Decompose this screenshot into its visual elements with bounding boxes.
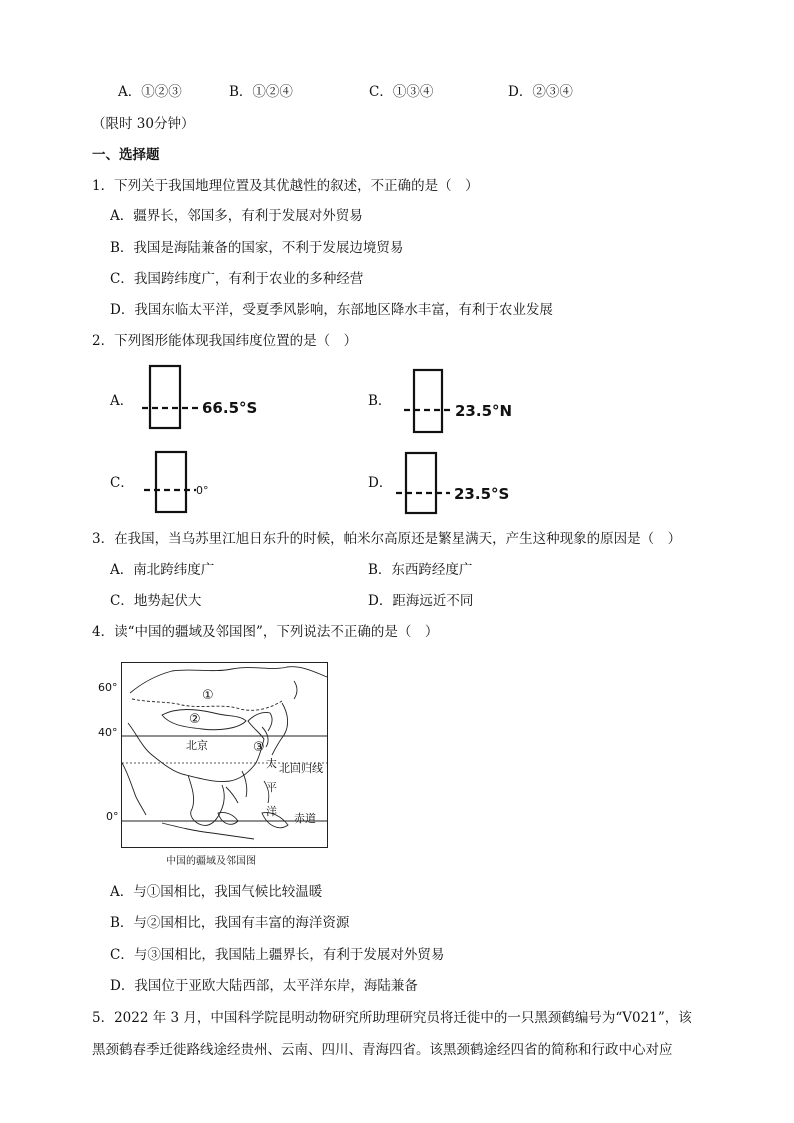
latitude-label-a: 66.5°S (202, 399, 258, 417)
question-1-option-c: C．我国跨纬度广，有利于农业的多种经营 (110, 271, 364, 287)
question-2-letter-d: D． (368, 475, 393, 491)
question-3-option-d: D．距海远近不同 (368, 593, 474, 609)
question-3-option-c: C．地势起伏大 (110, 593, 202, 609)
option-d: D．②③④ (508, 84, 573, 100)
latitude-40-label: 40° (98, 726, 118, 739)
section-title: 一、选择题 (92, 147, 160, 163)
option-c: C．①③④ (369, 84, 434, 100)
tropic-of-cancer-label: 北回归线 (279, 762, 323, 775)
time-limit: （限时 30分钟） (92, 116, 195, 132)
map-marker-1: ① (202, 688, 214, 703)
option-a: A．①②③ (118, 84, 182, 100)
question-4-option-c: C．与③国相比，我国陆上疆界长，有利于发展对外贸易 (110, 947, 445, 963)
question-5-line-2: 黑颈鹤春季迁徙路线途经贵州、云南、四川、青海四省。该黑颈鹤途经四省的简称和行政中心对应 (92, 1042, 673, 1058)
question-2-letter-a: A． (110, 393, 134, 409)
latitude-figure-d (394, 449, 554, 519)
china-neighbors-map (121, 662, 328, 848)
question-3-option-a: A．南北跨纬度广 (110, 562, 215, 578)
equator-label: 赤道 (294, 812, 316, 825)
map-caption: 中国的疆域及邻国图 (166, 856, 256, 867)
map-marker-3: ③ (253, 740, 265, 755)
latitude-60-label: 60° (98, 681, 118, 694)
pacific-char-3: 洋 (266, 805, 277, 818)
pacific-char-2: 平 (266, 781, 277, 794)
question-5-line-1: 5．2022 年 3 月，中国科学院昆明动物研究所助理研究员将迁徙中的一只黑颈鹤编号为“V021”，该 (92, 1010, 692, 1026)
question-2-letter-c: C． (110, 475, 134, 491)
option-b: B．①②④ (229, 84, 293, 100)
latitude-label-d: 23.5°S (454, 485, 510, 503)
pacific-char-1: 太 (266, 757, 277, 770)
beijing-label: 北京 (186, 739, 208, 752)
map-marker-2: ② (189, 712, 201, 727)
latitude-figure-b (400, 366, 550, 436)
question-3-option-b: B．东西跨经度广 (368, 562, 473, 578)
question-2-stem: 2．下列图形能体现我国纬度位置的是（ ） (92, 333, 358, 349)
question-1-option-b: B．我国是海陆兼备的国家，不利于发展边境贸易 (110, 240, 404, 256)
question-1-option-d: D．我国东临太平洋，受夏季风影响，东部地区降水丰富，有利于农业发展 (110, 302, 553, 318)
question-3-stem: 3．在我国，当乌苏里江旭日东升的时候，帕米尔高原还是繁星满天，产生这种现象的原因是（ ） (92, 531, 682, 547)
latitude-label-b: 23.5°N (455, 402, 513, 420)
question-4-option-b: B．与②国相比，我国有丰富的海洋资源 (110, 915, 350, 931)
latitude-figure-a (140, 362, 290, 432)
question-4-option-a: A．与①国相比，我国气候比较温暖 (110, 884, 323, 900)
question-4-stem: 4．读“中国的疆域及邻国图”，下列说法不正确的是（ ） (92, 624, 439, 640)
latitude-0-label: 0° (106, 810, 119, 823)
question-4-option-d: D．我国位于亚欧大陆西部，太平洋东岸，海陆兼备 (110, 978, 418, 994)
latitude-figure-c (140, 448, 290, 518)
question-1-option-a: A．疆界长，邻国多，有利于发展对外贸易 (110, 208, 363, 224)
latitude-label-c: 0° (196, 484, 209, 497)
question-2-letter-b: B． (368, 393, 392, 409)
question-1-stem: 1．下列关于我国地理位置及其优越性的叙述，不正确的是（ ） (92, 178, 479, 194)
